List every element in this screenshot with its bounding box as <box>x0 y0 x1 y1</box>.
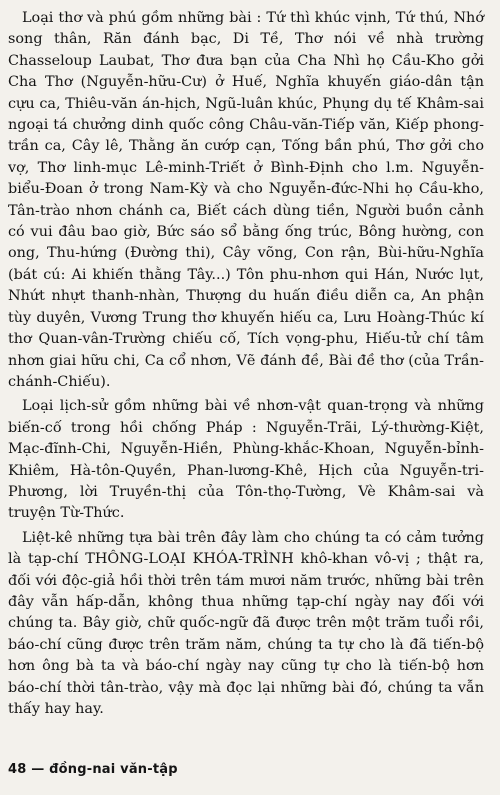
paragraph-commentary: Liệt-kê những tựa bài trên đây làm cho chúng ta có cảm tưởng là tạp-chí THÔNG-LOẠI KHÓA-TRÌNH khô-khan vô-vị ; thật ra, đối với độc-giả hồi thời trên tám mươi năm trước, những bài trên đây vẫn hấp-dẫn, không thua những tạp-chí ngày nay đối với chúng ta. Bây giờ, chữ quốc-ngữ đã được trên một trăm tuổi rồi, báo-chí cũng được trên trăm năm, chúng ta tự cho là đã tiến-bộ hơn ông bà ta và báo-chí ngày nay cũng tự cho là tiến-bộ hơn báo-chí thời tân-trào, vậy mà đọc lại những bài đó, chúng ta vẫn thấy hay hay. <box>8 529 484 717</box>
page-footer: 48 — đồng-nai văn-tập <box>8 762 178 777</box>
paragraph-history-list: Loại lịch-sử gồm những bài về nhơn-vật quan-trọng và những biến-cố trong hồi chống Pháp : Nguyễn-Trãi, Lý-thường-Kiệt, Mạc-đĩnh-Chi, Nguyễn-Hiền, Phùng-khắc-Khoan, Nguyễn-bỉnh-Khiêm, Hà-tôn-Quyền, Phan-lương-Khê, Hịch của Nguyễn-tri-Phương, lời Truyền-thị của Tôn-thọ-Tường, Vè Khâm-sai và truyện Từ-Thức. <box>8 398 484 522</box>
paragraph-poetry-list: Loại thơ và phú gồm những bài : Tứ thì khúc vịnh, Tứ thú, Nhớ song thân, Răn đánh bạc, Di Tề, Thơ nói về nhà trường Chasseloup Laubat, Thơ đưa bạn của Cha Nhì họ Cầu-Kho gởi Cha Thơ (Nguyễn-hữu-Cư) ở Huế, Nghĩa khuyến giáo-dân tận cựu ca, Thiêu-văn án-hịch, Ngũ-luân khúc, Phụng dụ tế Khâm-sai ngoại tá chưởng dinh quốc công Châu-văn-Tiếp văn, Kiếp phong-trần ca, Cây lê, Thằng ăn cướp cạn, Tống bần phú, Thơ gởi cho vợ, Thơ linh-mục Lê-minh-Triết ở Bình-Định cho l.m. Nguyễn-biểu-Đoan ở trong Nam-Kỳ và cho Nguyễn-đức-Nhi họ Cầu-kho, Tân-trào nhơn chánh ca, Biết cách dùng tiền, Người buồn cảnh có vui đâu bao giờ, Bức sáo sổ bằng ống trúc, Bông hường, con ong, Thu-hứng (Đường thi), Cây võng, Con rận, Bùi-hữu-Nghĩa (bát cú: Ai khiến thằng Tây...) Tôn phu-nhơn qui Hán, Nước lụt, Nhứt nhựt thanh-nhàn, Thượng du huấn điều diễn ca, An phận tùy duyên, Vương Trung thơ khuyến hiếu ca, Lưu Hoàng-Thúc kí thơ Quan-vân-Trường chiếu cố, Tích vọng-phu, Hiếu-tử chí tâm nhơn giai hữu chi, Ca cổ nhơn, Vẽ đánh đề, Bài đề thơ (của Trần-chánh-Chiếu). <box>8 10 484 390</box>
